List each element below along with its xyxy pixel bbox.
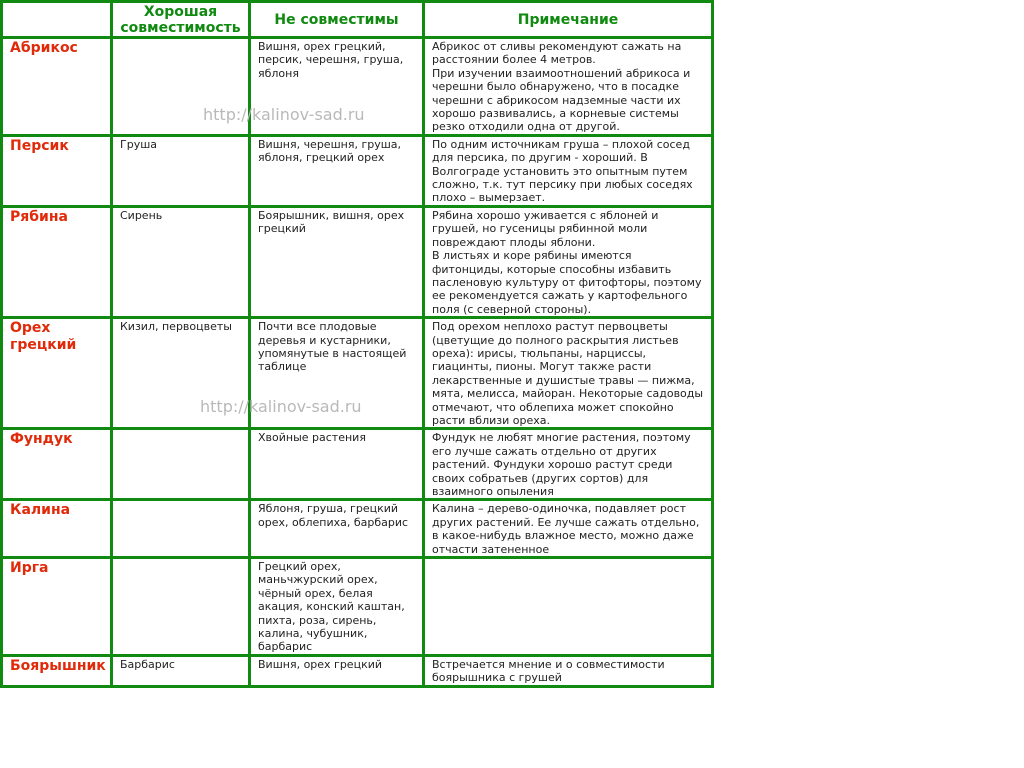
table-row bbox=[2, 38, 713, 136]
header-incompatible: Не совместимы bbox=[250, 2, 424, 38]
watermark: http://kalinov-sad.ru bbox=[203, 105, 365, 124]
plant-name: Рябина bbox=[2, 206, 112, 317]
note-paragraph: Рябина хорошо уживается с яблоней и грушей, но гусеницы рябинной моли повреждают плоды яблони. bbox=[432, 208, 659, 249]
plant-name: Абрикос bbox=[2, 38, 112, 136]
note-paragraph: Встречается мнение и о совместимости боярышника с грушей bbox=[432, 657, 665, 685]
note-cell bbox=[424, 655, 713, 686]
good-compatibility-cell: Сирень bbox=[112, 206, 250, 317]
table-row bbox=[2, 318, 713, 429]
note-cell bbox=[424, 500, 713, 558]
header-good-compatibility: Хорошая совместимость bbox=[112, 2, 250, 38]
plant-name: Фундук bbox=[2, 429, 112, 500]
plant-name: Орех грецкий bbox=[2, 318, 112, 429]
good-compatibility-cell bbox=[112, 558, 250, 656]
good-compatibility-cell: Груша bbox=[112, 135, 250, 206]
plant-name: Калина bbox=[2, 500, 112, 558]
header-plant bbox=[2, 2, 112, 38]
plant-name: Персик bbox=[2, 135, 112, 206]
incompatible-cell: Вишня, орех грецкий bbox=[250, 655, 424, 686]
table-row bbox=[2, 500, 713, 558]
incompatible-cell: Хвойные растения bbox=[250, 429, 424, 500]
good-compatibility-cell: Кизил, первоцветы bbox=[112, 318, 250, 429]
header-row bbox=[2, 2, 713, 38]
note-cell bbox=[424, 429, 713, 500]
incompatible-cell: Боярышник, вишня, орех грецкий bbox=[250, 206, 424, 317]
good-compatibility-cell: Барбарис bbox=[112, 655, 250, 686]
note-cell bbox=[424, 38, 713, 136]
note-cell bbox=[424, 206, 713, 317]
note-paragraph: При изучении взаимоотношений абрикоса и черешни было обнаружено, что в посадке черешни с абрикосом надземные части их хорошо развивались, а корневые системы резко отходили одна от другой. bbox=[432, 66, 691, 134]
note-paragraph: Фундук не любят многие растения, поэтому его лучше сажать отдельно от других растений. Фундуки хорошо растут среди своих собратьев (других сортов) для взаимного опыления bbox=[432, 431, 691, 498]
incompatible-cell: Грецкий орех, маньчжурский орех, чёрный орех, белая акация, конский каштан, пихта, роза, сирень, калина, чубушник, барбарис bbox=[250, 558, 424, 656]
header-note: Примечание bbox=[424, 2, 713, 38]
note-cell bbox=[424, 318, 713, 429]
note-paragraph: В листьях и коре рябины имеются фитонциды, которые способны избавить пасленовую культуру от фитофторы, поэтому ее рекомендуется сажать у картофельного поля (с северной стороны). bbox=[432, 249, 702, 316]
good-compatibility-cell bbox=[112, 429, 250, 500]
note-cell bbox=[424, 558, 713, 656]
incompatible-cell: Вишня, черешня, груша, яблоня, грецкий орех bbox=[250, 135, 424, 206]
table-row bbox=[2, 206, 713, 317]
table-row bbox=[2, 429, 713, 500]
incompatible-cell: Вишня, орех грецкий, персик, черешня, груша, яблоня bbox=[250, 38, 424, 136]
note-paragraph: По одним источникам груша – плохой сосед для персика, по другим - хороший. В Волгограде установить это опытным путем сложно, т.к. тут персику при любых соседях плохо – вымерзает. bbox=[432, 137, 693, 205]
incompatible-cell: Почти все плодовые деревья и кустарники, упомянутые в настоящей таблице bbox=[250, 318, 424, 429]
good-compatibility-cell bbox=[112, 500, 250, 558]
note-paragraph: Под орехом неплохо растут первоцветы (цветущие до полного раскрытия листьев ореха): ирисы, тюльпаны, нарциссы, гиацинты, пионы. Могут также расти лекарственные и душистые травы — пижма, мята, мелисса, майоран. Некоторые садоводы отмечают, что облепиха может спокойно расти вблизи ореха. bbox=[432, 320, 704, 427]
table-row bbox=[2, 135, 713, 206]
table-row bbox=[2, 655, 713, 686]
table-row bbox=[2, 558, 713, 656]
plant-name: Боярышник bbox=[2, 655, 112, 686]
good-compatibility-cell bbox=[112, 38, 250, 136]
note-paragraph: Калина – дерево-одиночка, подавляет рост других растений. Ее лучше сажать отдельно, в какое-нибудь влажное место, можно даже отчасти затененное bbox=[432, 502, 700, 556]
watermark: http://kalinov-sad.ru bbox=[200, 397, 362, 416]
incompatible-cell: Яблоня, груша, грецкий орех, облепиха, барбарис bbox=[250, 500, 424, 558]
note-paragraph: Абрикос от сливы рекомендуют сажать на расстоянии более 4 метров. bbox=[432, 40, 682, 67]
note-cell bbox=[424, 135, 713, 206]
plant-name: Ирга bbox=[2, 558, 112, 656]
